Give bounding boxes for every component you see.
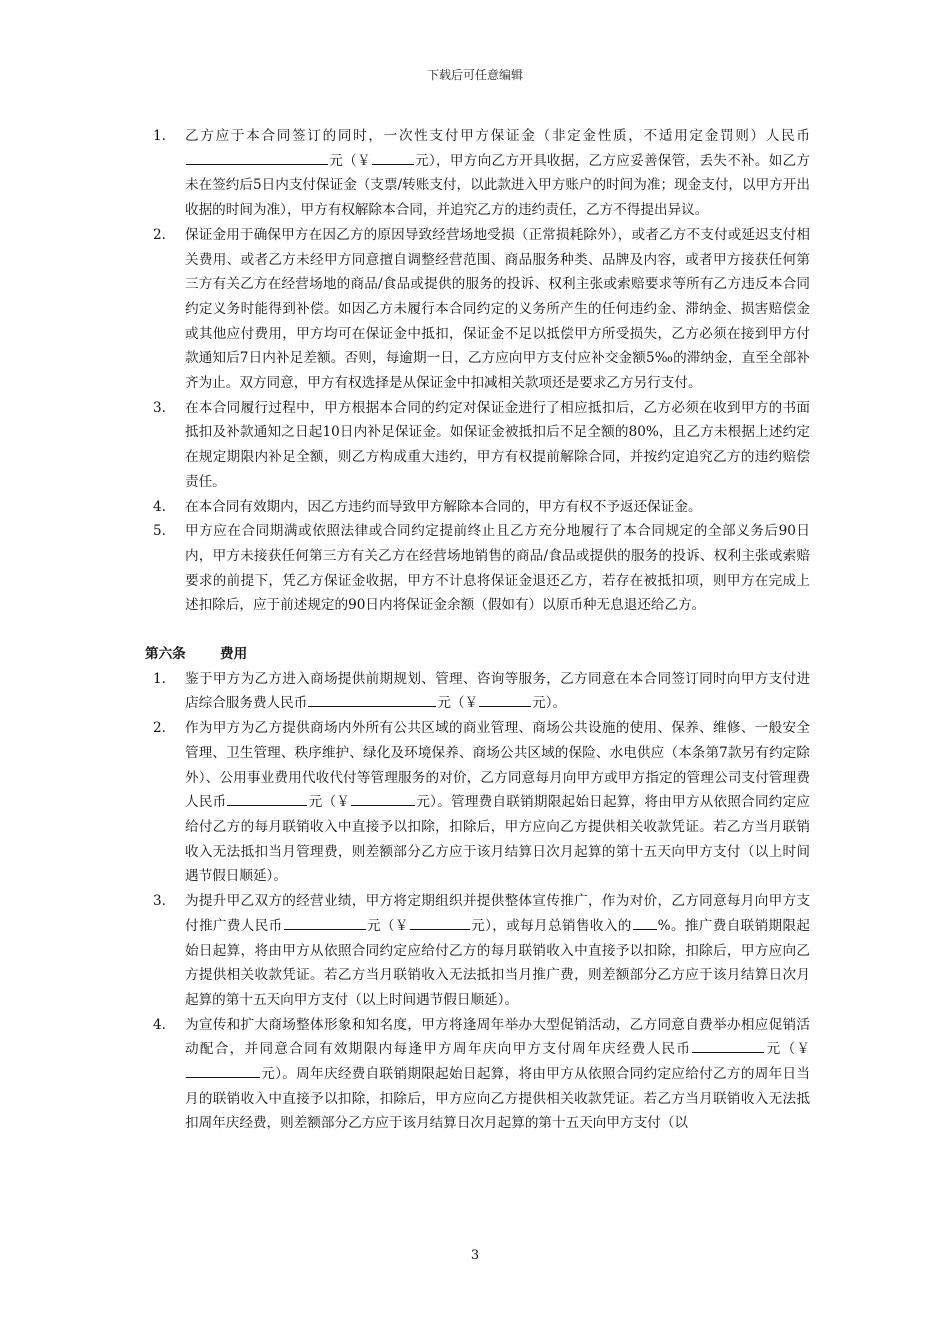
item-text: 甲方应在合同期满或依照法律或合同约定提前终止且乙方充分地履行了本合同规定的全部义务后90日内，甲方未接获任何第三方有关乙方在经营场地销售的商品/食品或提供的服务的投诉、权利主张或索赔要求的前提下，凭乙方保证金收据，甲方不计息将保证金退还乙方，若存在被抵扣项，则甲方在完成上述扣除后，应于前述规定的90日内将保证金余额（假如有）以原币种无息退还给乙方。 [185, 523, 810, 614]
amount-blank [479, 691, 531, 707]
section-heading [145, 642, 810, 667]
list-item [145, 223, 810, 396]
item-number: 3. [153, 399, 166, 416]
item-number: 1. [153, 128, 166, 144]
item-number: 2. [153, 720, 166, 737]
amount-blank [410, 914, 470, 930]
item-text: 保证金用于确保甲方在因乙方的原因导致经营场地受损（正常损耗除外），或者乙方不支付或延迟支付相关费用、或者乙方未经甲方同意擅自调整经营范围、商品服务种类、品牌及内容，或者甲方接获任何第三方有关乙方在经营场地的商品/食品或提供的服务的投诉、权利主张或索赔要求等所有乙方违反本合同约定义务时能得到补偿。如因乙方未履行本合同约定的义务所产生的任何违约金、滞纳金、损害赔偿金或其他应付费用，甲方均可在保证金中抵扣，保证金不足以抵偿甲方所受损失，乙方必须在接到甲方付款通知后7日内补足差额。否则，每逾期一日，乙方应向甲方支付应补交金额5‰的滞纳金，直至全部补齐为止。双方同意，甲方有权选择是从保证金中扣减相关款项还是要求乙方另行支付。 [185, 226, 810, 392]
item-number: 2. [153, 226, 166, 243]
percent-blank [633, 914, 657, 930]
item-text: 鉴于甲方为乙方进入商场提供前期规划、管理、咨询等服务，乙方同意在本合同签订同时向甲方支付进店综合服务费人民币 元（￥ 元）。 [185, 670, 810, 712]
amount-blank [372, 149, 414, 165]
list-item [145, 519, 810, 618]
item-text: 在本合同履行过程中，甲方根据本合同的约定对保证金进行了相应抵扣后，乙方必须在收到甲方的书面抵扣及补款通知之日起10日内补足保证金。如保证金被抵扣后不足全额的80%，且乙方未根据上述约定在规定期限内补足全额，则乙方构成重大违约，甲方有权提前解除合同，并按约定追究乙方的违约赔偿责任。 [185, 399, 810, 490]
list-item [145, 124, 810, 223]
fees-clause-list [145, 667, 810, 1136]
section-label: 第六条 [145, 646, 186, 663]
item-number: 3. [153, 893, 166, 910]
amount-blank [227, 790, 307, 806]
item-text: 乙方应于本合同签订的同时，一次性支付甲方保证金（非定金性质，不适用定金罚则）人民币元（￥ 元），甲方向乙方开具收据，乙方应妥善保管，丢失不补。如乙方未在签约后5日内支付保证金（支票/转账支付，以此款进入甲方账户的时间为准；现金支付，以甲方开出收据的时间为准），甲方有权解除本合同，并追究乙方的违约责任，乙方不得提出异议。 [185, 128, 811, 219]
amount-blank [308, 691, 436, 707]
page-number: 3 [470, 1248, 480, 1263]
amount-blank [186, 149, 328, 165]
list-item [145, 889, 810, 1013]
item-number: 1. [153, 670, 166, 687]
amount-blank [351, 790, 415, 806]
document-body [145, 124, 810, 1136]
item-number: 4. [153, 498, 166, 515]
deposit-clause-list [145, 124, 810, 618]
item-text: 为宣传和扩大商场整体形象和知名度，甲方将逢周年举办大型促销活动，乙方同意自费举办相应促销活动配合，并同意合同有效期限内每逢甲方周年庆向甲方支付周年庆经费人民币 元（￥元）。周年庆经费自联销期限起始日起算，将由甲方从依照合同约定应给付乙方的周年日当月的联销收入中直接予以扣除，扣除后，甲方应向乙方提供相关收款凭证。若乙方当月联销收入无法抵扣周年庆经费，则差额部分乙方应于该月结算日次月起算的第十五天向甲方支付（以 [185, 1016, 811, 1132]
list-item [145, 667, 810, 716]
amount-blank [284, 914, 366, 930]
page-header: 下载后可任意编辑 [426, 68, 523, 82]
list-item [145, 1013, 810, 1137]
amount-blank [186, 1062, 260, 1078]
item-text: 在本合同有效期内，因乙方违约而导致甲方解除本合同的，甲方有权不予返还保证金。 [185, 498, 702, 515]
item-text: 为提升甲乙双方的经营业绩，甲方将定期组织并提供整体宣传推广，作为对价，乙方同意每月向甲方支付推广费人民币 元（￥ 元），或每月总销售收入的 %。推广费自联销期限起始日起算，将由甲方从依照合同约定应给付乙方的每月联销收入中直接予以扣除，扣除后，甲方应向乙方提供相关收款凭证。若乙方当月联销收入无法抵扣当月推广费，则差额部分乙方应于该月结算日次月起算的第十五天向甲方支付（以上时间遇节假日顺延）。 [185, 893, 811, 1008]
section-title: 费用 [220, 646, 248, 663]
item-number: 4. [153, 1016, 166, 1033]
list-item [145, 716, 810, 889]
item-text: 作为甲方为乙方提供商场内外所有公共区域的商业管理、商场公共设施的使用、保养、维修、一般安全管理、卫生管理、秩序维护、绿化及环境保养、商场公共区域的保险、水电供应（本条第7款另有约定除外）、公用事业费用代收代付等管理服务的对价，乙方同意每月向甲方或甲方指定的管理公司支付管理费人民币 元（￥ 元）。管理费自联销期限起始日起算，将由甲方从依照合同约定应给付乙方的每月联销收入中直接予以扣除，扣除后，甲方应向乙方提供相关收款凭证。若乙方当月联销收入无法抵扣当月管理费，则差额部分乙方应于该月结算日次月起算的第十五天向甲方支付（以上时间遇节假日顺延）。 [185, 720, 810, 885]
list-item [145, 396, 810, 495]
item-number: 5. [153, 523, 166, 540]
amount-blank [692, 1037, 764, 1053]
list-item [145, 495, 810, 520]
